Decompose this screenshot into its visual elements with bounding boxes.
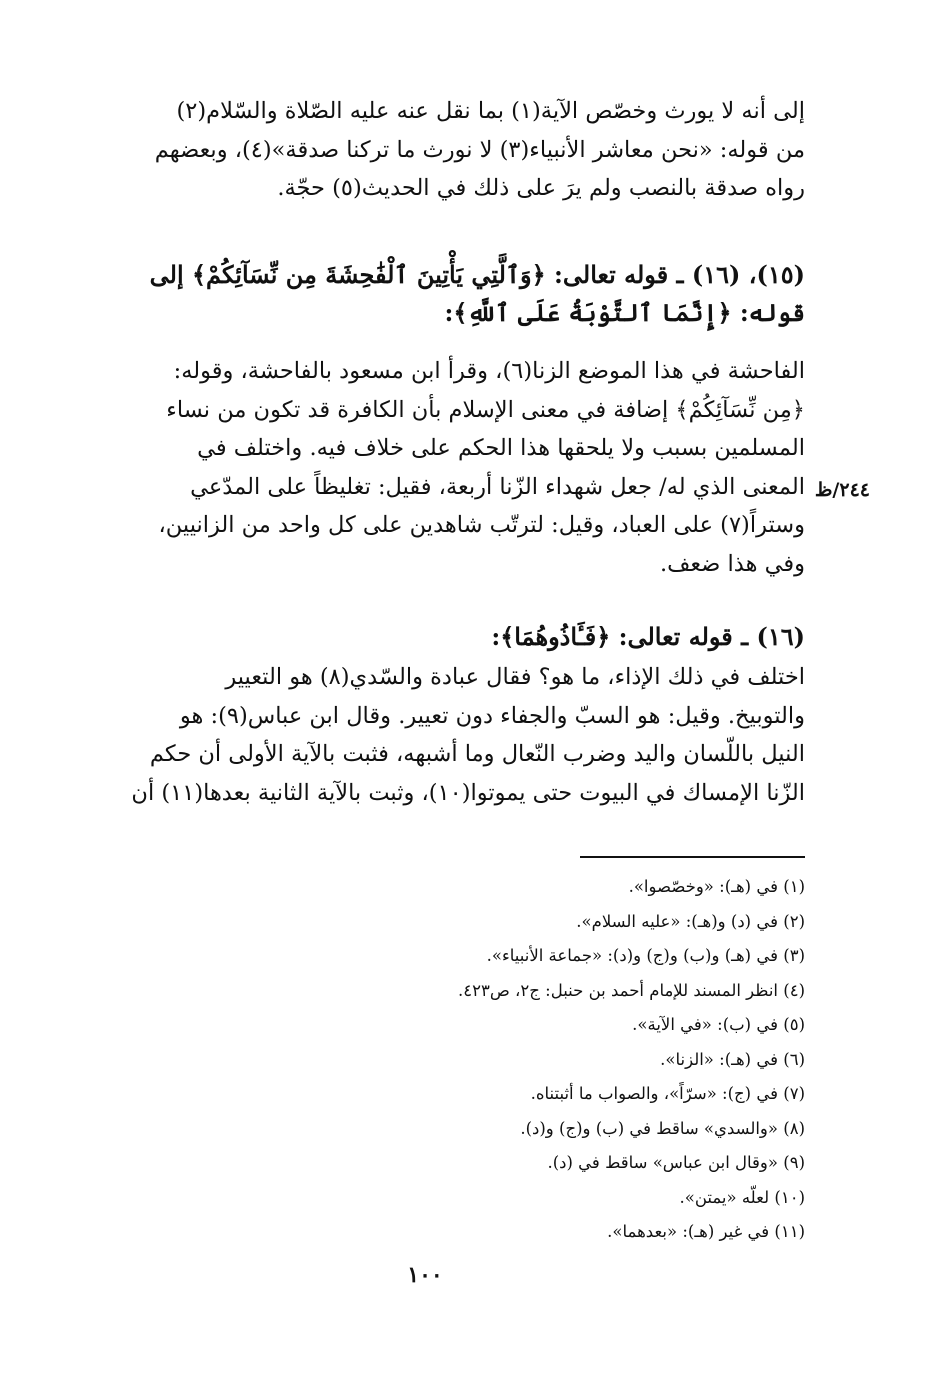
verse-heading-15-16: [55, 256, 805, 332]
manuscript-folio-marker: ٢٤٤/ظ: [814, 479, 870, 501]
footnote: (٨) «والسدي» ساقط في (ب) و(ج) و(د).: [520, 1118, 805, 1138]
heading-line: (١٥)، (١٦) ـ قوله تعالى: ﴿وَٱلَّتِي يَأْتِينَ ٱلْفَٰحِشَةَ مِن نِّسَآئِكُمْ﴾ إلى: [149, 260, 805, 289]
text-line: النيل باللّسان واليد وضرب النّعال وما أشبهه، فثبت بالآية الأولى أن حكم: [149, 741, 805, 767]
text-line: الزّنا الإمساك في البيوت حتى يموتوا(١٠)، وثبت بالآية الثانية بعدها(١١) أن: [131, 779, 805, 806]
footnote: (٩) «وقال ابن عباس» ساقط في (د).: [547, 1153, 805, 1172]
footnote: (٦) في (هـ): «الزنا».: [660, 1049, 805, 1069]
text-line: المعنى الذي له/ جعل شهداء الزّنا أربعة، فقيل: تغليظاً على المدّعي: [190, 473, 805, 500]
text-line: الفاحشة في هذا الموضع الزنا(٦)، وقرأ ابن مسعود بالفاحشة، وقوله:: [173, 358, 805, 384]
footnote: (٥) في (ب): «في الآية».: [632, 1015, 805, 1034]
heading-line: قوله: ﴿إِنَّمَا ٱلتَّوْبَةُ عَلَى ٱللَّهِ﴾:: [444, 298, 805, 327]
footnotes: [300, 870, 805, 1250]
footnote: (٣) في (هـ) و(ب) و(ج) و(د): «جماعة الأنبياء».: [486, 946, 805, 965]
verse-heading-16: [55, 618, 805, 656]
text-line: اختلف في ذلك الإذاء، ما هو؟ فقال عبادة والسّدي(٨) هو التعيير: [225, 664, 805, 690]
paragraph-2: [95, 352, 805, 583]
text-line: رواه صدقة بالنصب ولم يرَ على ذلك في الحديث(٥) حجّة.: [277, 175, 805, 201]
text-line: وستراً(٧) على العباد، وقيل: لترتّب شاهدين على كل واحد من الزانيين،: [158, 512, 805, 538]
text-line: من قوله: «نحن معاشر الأنبياء(٣) لا نورث ما تركنا صدقة»(٤)، وبعضهم: [154, 136, 805, 163]
heading-line: (١٦) ـ قوله تعالى: ﴿فَـَٔاذُوهُمَا﴾:: [491, 622, 805, 651]
text-line: والتوبيخ. وقيل: هو السبّ والجفاء دون تعيير. وقال ابن عباس(٩): هو: [179, 702, 805, 729]
footnote: (١) في (هـ): «وخصّصوا».: [628, 877, 805, 896]
text-line: إلى أنه لا يورث وخصّص الآية(١) بما نقل عنه عليه الصّلاة والسّلام(٢): [176, 98, 805, 124]
footnote-divider: [580, 856, 805, 858]
paragraph-3: [95, 658, 805, 812]
paragraph-1: [95, 92, 805, 208]
footnote: (٢) في (د) و(هـ): «عليه السلام».: [576, 911, 805, 931]
footnote: (٤) انظر المسند للإمام أحمد بن حنبل: ج٢، ص٤٢٣.: [458, 980, 805, 1000]
text-line: المسلمين بسبب ولا يلحقها هذا الحكم على خلاف فيه. واختلف في: [197, 435, 805, 461]
footnote: (١١) في غير (هـ): «بعدهما».: [607, 1222, 805, 1241]
footnote: (١٠) لعلّه «يمتن».: [679, 1187, 805, 1207]
text-line: ﴿مِن نِّسَآئِكُمْ﴾ إضافة في معنى الإسلام بأن الكافرة قد تكون من نساء: [166, 396, 805, 423]
text-line: وفي هذا ضعف.: [659, 550, 805, 577]
page-number: ١٠٠: [407, 1262, 443, 1288]
footnote: (٧) في (ج): «سرّاً»، والصواب ما أثبتناه.: [530, 1084, 805, 1103]
